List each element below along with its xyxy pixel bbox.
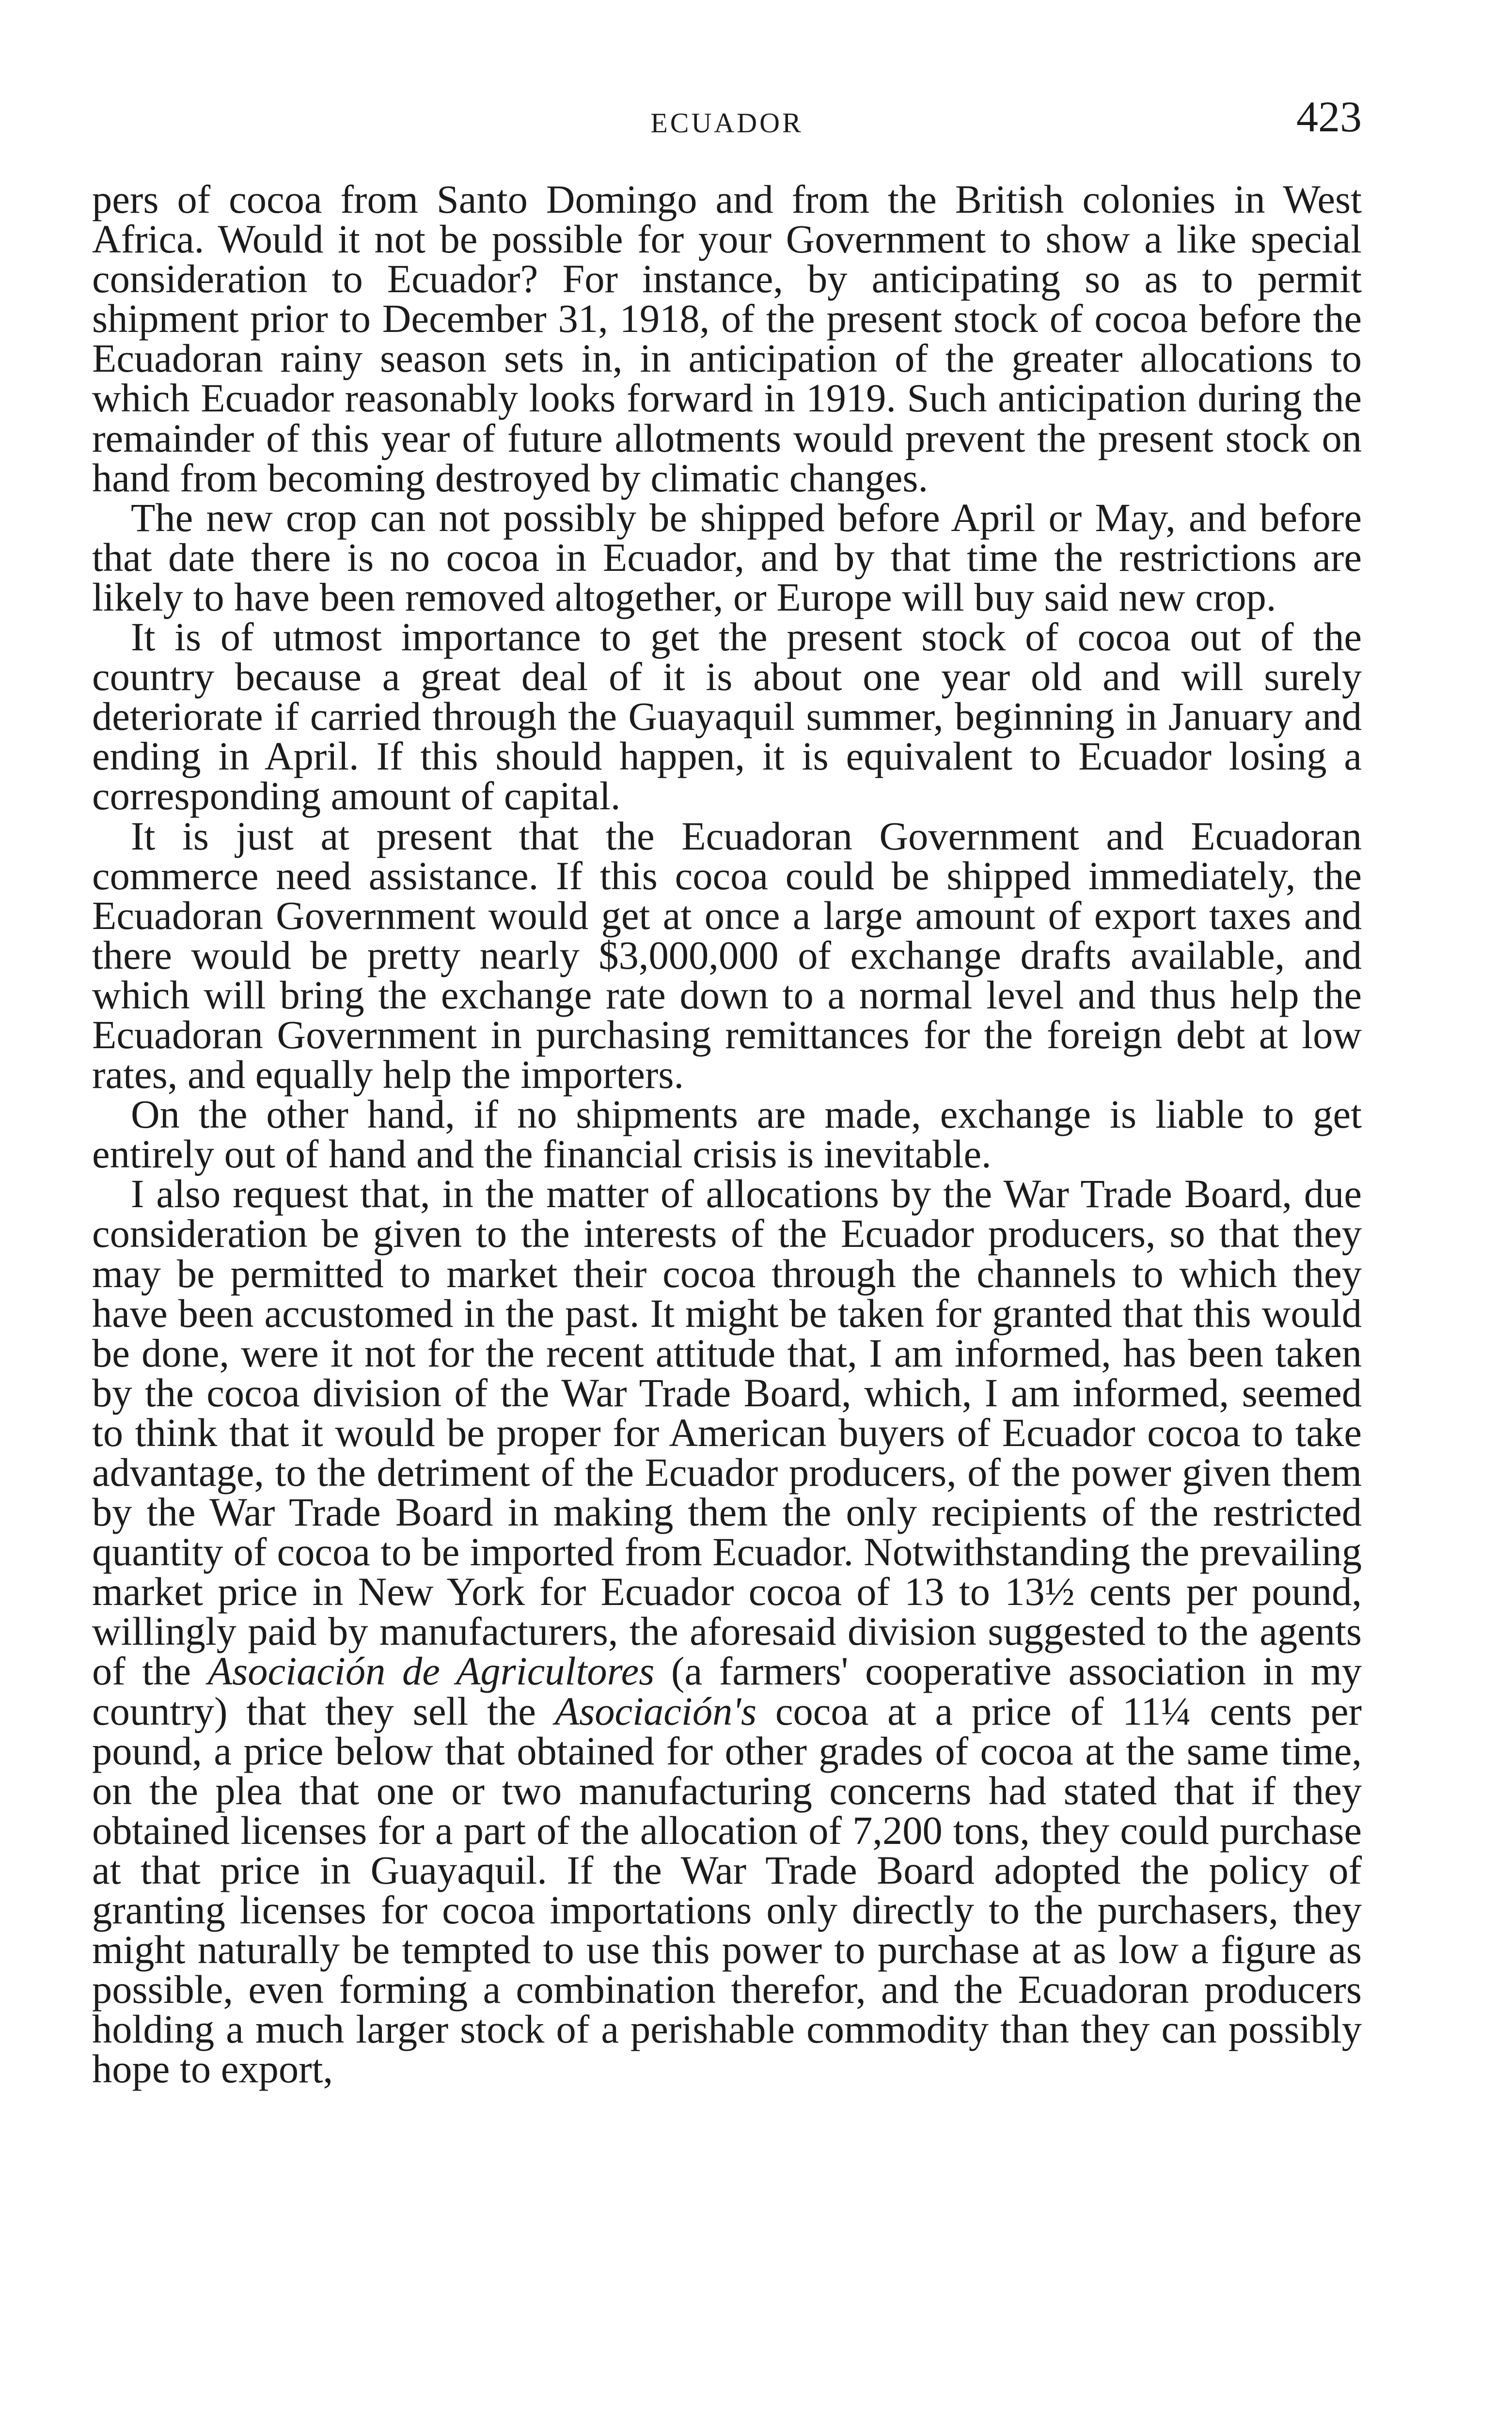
- paragraph-6-text-b: (a farmers' cooperative association in my country) that they sell the: [92, 1649, 1362, 1733]
- paragraph-3: It is of utmost importance to get the present stock of cocoa out of the country because a great deal of it is about one year old and will surely deteriorate if carried through the Guayaquil summer, beginning in January and ending in April. If this should happen, it is equivalent to Ecuador losing a corresponding amount of capital.: [92, 614, 1362, 818]
- paragraph-2: The new crop can not possibly be shipped before April or May, and before that date there is no cocoa in Ecuador, and by that time the restrictions are likely to have been removed altogether, or Europe will buy said new crop.: [92, 495, 1362, 619]
- body-text: [92, 177, 1362, 2092]
- paragraph-6-text-c: cocoa at a price of 11¼ cents per pound, a price below that obtained for other grades of cocoa at the same time, on the plea that one or two manufacturing concerns had stated that if they obtained licenses for a part of the allocation of 7,200 tons, they could purchase at that price in Guayaquil. If the War Trade Board adopted the policy of granting licenses for cocoa importations only directly to the purchasers, they might naturally be tempted to use this power to purchase at as low a figure as possible, even forming a combination therefor, and the Ecuadoran producers holding a much larger stock of a perishable commodity than they can possibly hope to export,: [92, 1688, 1362, 2092]
- association-name-italic: Asociación de Agricultores: [207, 1649, 655, 1694]
- running-title: ECUADOR: [650, 107, 803, 139]
- association-possessive-italic: Asociación's: [554, 1688, 757, 1733]
- paragraph-6: [92, 1171, 1362, 2092]
- running-head: [92, 87, 1362, 145]
- paragraph-5: On the other hand, if no shipments are made, exchange is liable to get entirely out of hand and the financial crisis is inevitable.: [92, 1092, 1362, 1177]
- paragraph-6-text-a: I also request that, in the matter of allocations by the War Trade Board, due consideration be given to the interests of the Ecuador producers, so that they may be permitted to market their cocoa through the channels to which they have been accustomed in the past. It might be taken for granted that this would be done, were it not for the recent attitude that, I am informed, has been taken by the cocoa division of the War Trade Board, which, I am informed, seemed to think that it would be proper for American buyers of Ecuador cocoa to take advantage, to the detriment of the Ecuador producers, of the power given them by the War Trade Board in making them the only recipients of the restricted quantity of cocoa to be imported from Ecuador. Notwithstanding the prevailing market price in New York for Ecuador cocoa of 13 to 13½ cents per pound, willingly paid by manufacturers, the aforesaid division suggested to the agents of the: [92, 1171, 1362, 1694]
- page-number: 423: [1296, 93, 1362, 141]
- paragraph-1-continued: pers of cocoa from Santo Domingo and from the British colonies in West Africa. Would it not be possible for your Government to show a like special consideration to Ecuador? For instance, by anticipating so as to permit shipment prior to December 31, 1918, of the present stock of cocoa before the Ecuadoran rainy season sets in, in anticipation of the greater allocations to which Ecuador reasonably looks forward in 1919. Such anticipation during the remainder of this year of future allotments would prevent the present stock on hand from becoming destroyed by climatic changes.: [92, 177, 1362, 500]
- paragraph-4: It is just at present that the Ecuadoran Government and Ecuadoran commerce need assistance. If this cocoa could be shipped immediately, the Ecuadoran Government would get at once a large amount of export taxes and there would be pretty nearly $3,000,000 of exchange drafts available, and which will bring the exchange rate down to a normal level and thus help the Ecuadoran Government in purchasing remittances for the foreign debt at low rates, and equally help the importers.: [92, 813, 1362, 1097]
